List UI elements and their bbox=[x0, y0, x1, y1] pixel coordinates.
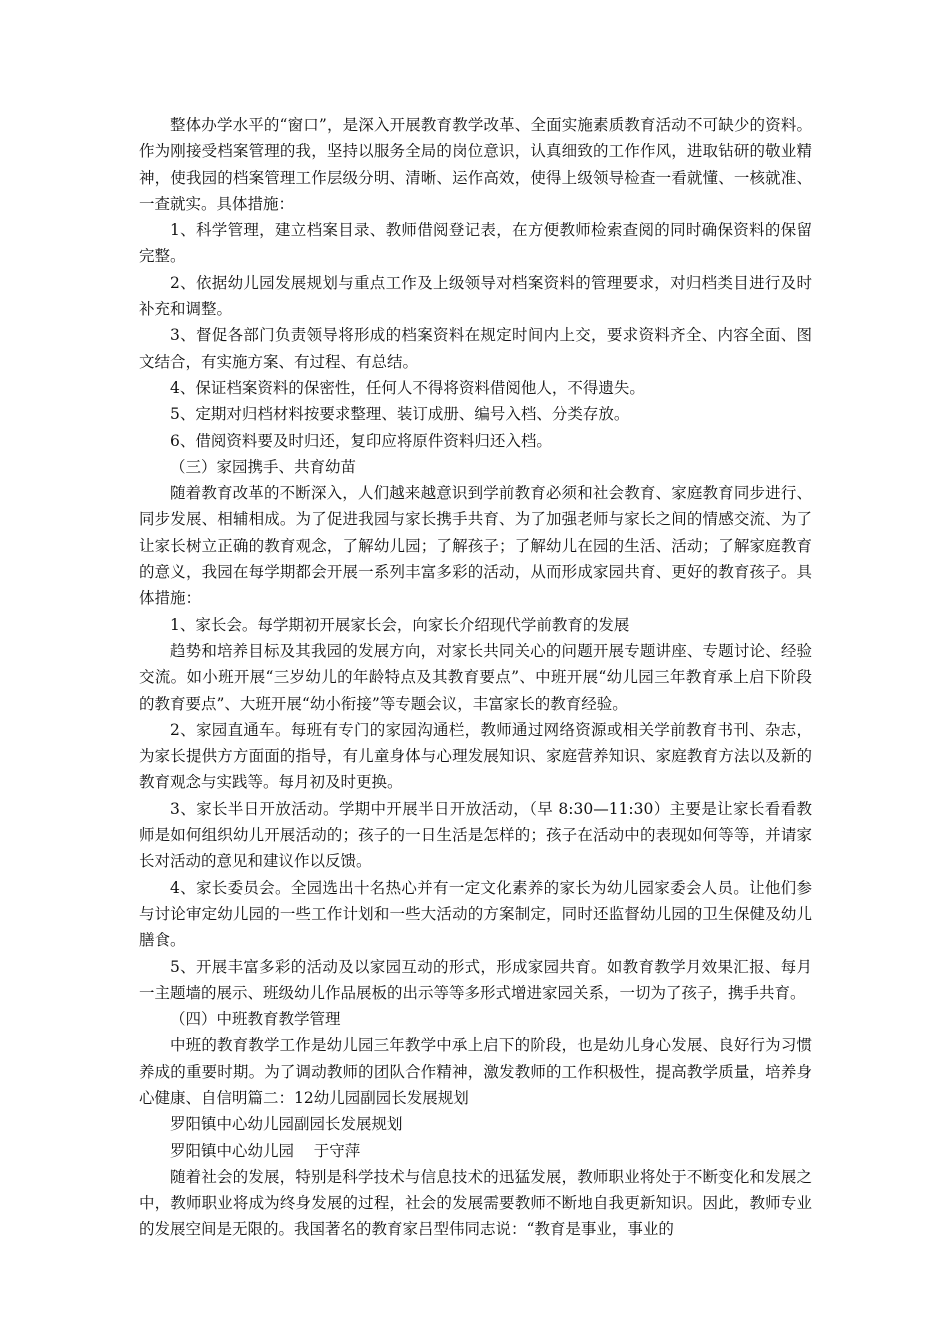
list-item: 1、科学管理，建立档案目录、教师借阅登记表，在方便教师检索查阅的同时确保资料的保留完整。 bbox=[139, 221, 812, 266]
list-item: 6、借阅资料要及时归还，复印应将原件资料归还入档。 bbox=[170, 431, 552, 450]
list-item: 3、督促各部门负责领导将形成的档案资料在规定时间内上交，要求资料齐全、内容全面、图文结合，有实施方案、有过程、有总结。 bbox=[139, 326, 812, 371]
list-item: 2、依据幼儿园发展规划与重点工作及上级领导对档案资料的管理要求，对归档类目进行及时补充和调整。 bbox=[139, 273, 812, 319]
paragraph: 中班的教育教学工作是幼儿园三年教学中承上启下的阶段，也是幼儿身心发展、良好行为习惯养成的重要时期。为了调动教师的团队合作精神，激发教师的工作积极性，提高教学质量，培养身心健康、自信明篇二：12幼儿园副园长发展规划 bbox=[139, 1036, 812, 1107]
paragraph: 整体办学水平的“窗口”，是深入开展教育教学改革、全面实施素质教育活动不可缺少的资料。作为刚接受档案管理的我，坚持以服务全局的岗位意识，认真细致的工作作风，进取钻研的敬业精神，使我园的档案管理工作层级分明、清晰、运作高效，使得上级领导检查一看就懂、一核就准、一查就实。具体措施： bbox=[139, 116, 812, 213]
list-item: 5、开展丰富多彩的活动及以家园互动的形式，形成家园共育。如教育教学月效果汇报、每月一主题墙的展示、班级幼儿作品展板的出示等等多形式增进家园关系，一切为了孩子，携手共育。 bbox=[139, 957, 812, 1002]
list-item: 4、保证档案资料的保密性，任何人不得将资料借阅他人，不得遗失。 bbox=[170, 378, 645, 397]
document-page bbox=[139, 112, 812, 1243]
list-item: 5、定期对归档材料按要求整理、装订成册、编号入档、分类存放。 bbox=[170, 405, 630, 424]
list-item: 2、家园直通车。每班有专门的家园沟通栏，教师通过网络资源或相关学前教育书刊、杂志，为家长提供方方面面的指导，有儿童身体与心理发展知识、家庭营养知识、家庭教育方法以及新的教育观念与实践等。每月初及时更换。 bbox=[139, 720, 812, 792]
article-title: 罗阳镇中心幼儿园副园长发展规划 bbox=[170, 1115, 403, 1134]
paragraph: 趋势和培养目标及其我园的发展方向，对家长共同关心的问题开展专题讲座、专题讨论、经验交流。如小班开展“三岁幼儿的年龄特点及其教育要点”、中班开展“幼儿园三年教育承上启下阶段的教育要点”、大班开展“幼小衔接”等专题会议，丰富家长的教育经验。 bbox=[139, 641, 812, 713]
section-heading: （三）家园携手、共育幼苗 bbox=[170, 457, 357, 476]
author-line: 罗阳镇中心幼儿园 于守萍 bbox=[170, 1141, 361, 1160]
paragraph: 随着教育改革的不断深入，人们越来越意识到学前教育必须和社会教育、家庭教育同步进行、同步发展、相辅相成。为了促进我园与家长携手共育、为了加强老师与家长之间的情感交流、为了让家长树立正确的教育观念，了解幼儿园；了解孩子；了解幼儿在园的生活、活动；了解家庭教育的意义，我园在每学期都会开展一系列丰富多彩的活动，从而形成家园共育、更好的教育孩子。具体措施： bbox=[139, 484, 812, 608]
section-heading: （四）中班教育教学管理 bbox=[170, 1010, 341, 1029]
paragraph: 随着社会的发展，特别是科学技术与信息技术的迅猛发展，教师职业将处于不断变化和发展之中，教师职业将成为终身发展的过程，社会的发展需要教师不断地自我更新知识。因此，教师专业的发展空间是无限的。我国著名的教育家吕型伟同志说：“教育是事业，事业的 bbox=[139, 1167, 812, 1239]
list-item: 3、家长半日开放活动。学期中开展半日开放活动，（早 8:30—11:30）主要是让家长看看教师是如何组织幼儿开展活动的；孩子的一日生活是怎样的；孩子在活动中的表现如何等等，并请家长对活动的意见和建议作以反馈。 bbox=[139, 799, 812, 871]
list-item: 1、家长会。每学期初开展家长会，向家长介绍现代学前教育的发展 bbox=[170, 615, 630, 634]
list-item: 4、家长委员会。全园选出十名热心并有一定文化素养的家长为幼儿园家委会人员。让他们参与讨论审定幼儿园的一些工作计划和一些大活动的方案制定，同时还监督幼儿园的卫生保健及幼儿膳食。 bbox=[139, 878, 812, 950]
